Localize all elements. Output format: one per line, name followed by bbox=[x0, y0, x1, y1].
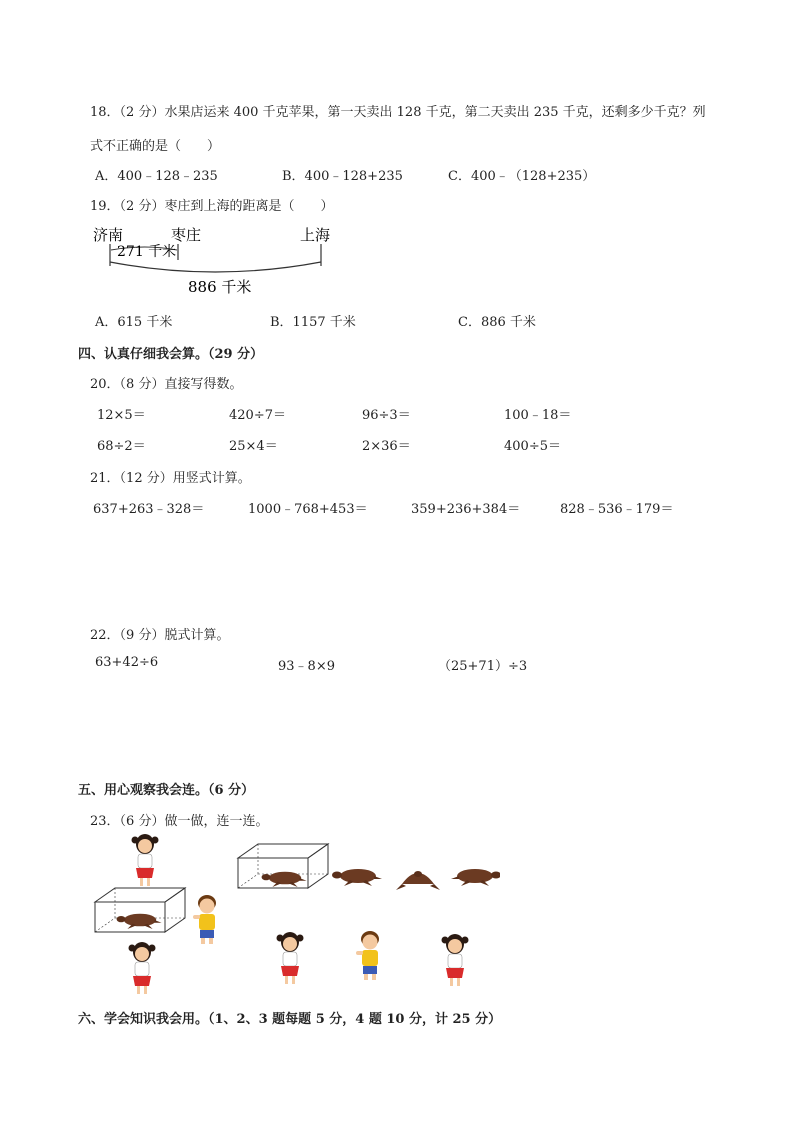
q20-r1c3: 96÷3＝ bbox=[362, 408, 411, 423]
q21-stem: 21．（12 分）用竖式计算。 bbox=[90, 471, 251, 486]
q20-r2c2: 25×4＝ bbox=[229, 439, 278, 454]
total-brace bbox=[110, 262, 321, 272]
q20-r1c2: 420÷7＝ bbox=[229, 408, 286, 423]
q20-r1c4: 100﹣18＝ bbox=[504, 408, 572, 423]
girl-side-figure-2 bbox=[442, 934, 469, 986]
total-label: 886 千米 bbox=[188, 278, 252, 296]
girl-back-figure bbox=[129, 942, 156, 994]
q19-option-b: B．1157 千米 bbox=[270, 315, 356, 330]
q18-option-c: C．400﹣（128+235） bbox=[448, 169, 596, 184]
q20-r2c3: 2×36＝ bbox=[362, 439, 411, 454]
turtle-view-1 bbox=[332, 869, 382, 886]
q22-item-3: （25+71）÷3 bbox=[438, 659, 528, 674]
turtle-view-2 bbox=[396, 871, 440, 890]
q23-stem: 23．（6 分）做一做，连一连。 bbox=[90, 814, 269, 829]
girl-back-figure-2 bbox=[277, 932, 304, 984]
city-jinan: 济南 bbox=[93, 226, 124, 244]
city-shanghai: 上海 bbox=[300, 226, 331, 244]
q18-line2: 式不正确的是（ ） bbox=[90, 139, 221, 154]
q22-stem: 22．（9 分）脱式计算。 bbox=[90, 628, 230, 643]
q20-r1c1: 12×5＝ bbox=[97, 408, 146, 423]
city-zaozhuang: 枣庄 bbox=[171, 226, 202, 244]
q20-stem: 20．（8 分）直接写得数。 bbox=[90, 377, 243, 392]
boy-side-figure bbox=[193, 895, 216, 944]
q19-stem: 19．（2 分）枣庄到上海的距离是（ ） bbox=[90, 199, 334, 214]
q21-item-2: 1000﹣768+453＝ bbox=[248, 502, 368, 517]
turtle-view-3 bbox=[451, 869, 500, 886]
q20-r2c1: 68÷2＝ bbox=[97, 439, 146, 454]
q21-item-4: 828﹣536﹣179＝ bbox=[560, 502, 674, 517]
q22-item-1: 63+42÷6 bbox=[95, 655, 159, 670]
section4-title: 四、认真仔细我会算。（29 分） bbox=[78, 347, 264, 362]
q18-option-b: B．400﹣128+235 bbox=[282, 169, 403, 184]
q18-line1: 18．（2 分）水果店运来 400 千克苹果，第一天卖出 128 千克，第二天卖出 235 千克，还剩多少千克？列 bbox=[90, 105, 706, 120]
distance-diagram bbox=[85, 222, 345, 302]
q22-item-2: 93﹣8×9 bbox=[278, 659, 335, 674]
section6-title: 六、学会知识我会用。（1、2、3 题每题 5 分，4 题 10 分，计 25 分） bbox=[78, 1012, 502, 1027]
q21-item-1: 637+263﹣328＝ bbox=[93, 502, 205, 517]
section5-title: 五、用心观察我会连。（6 分） bbox=[78, 783, 255, 798]
turtle-box-left bbox=[95, 888, 185, 932]
turtle-box-right bbox=[238, 844, 328, 888]
observation-illustration bbox=[90, 832, 500, 1000]
q18-option-a: A．400﹣128﹣235 bbox=[95, 169, 218, 184]
q20-r2c4: 400÷5＝ bbox=[504, 439, 561, 454]
q21-item-3: 359+236+384＝ bbox=[411, 502, 521, 517]
segment-label: 271 千米 bbox=[117, 244, 177, 260]
boy-front-figure bbox=[356, 931, 379, 980]
girl-side-figure bbox=[132, 834, 159, 886]
q19-option-a: A．615 千米 bbox=[95, 315, 173, 330]
q19-option-c: C．886 千米 bbox=[458, 315, 536, 330]
